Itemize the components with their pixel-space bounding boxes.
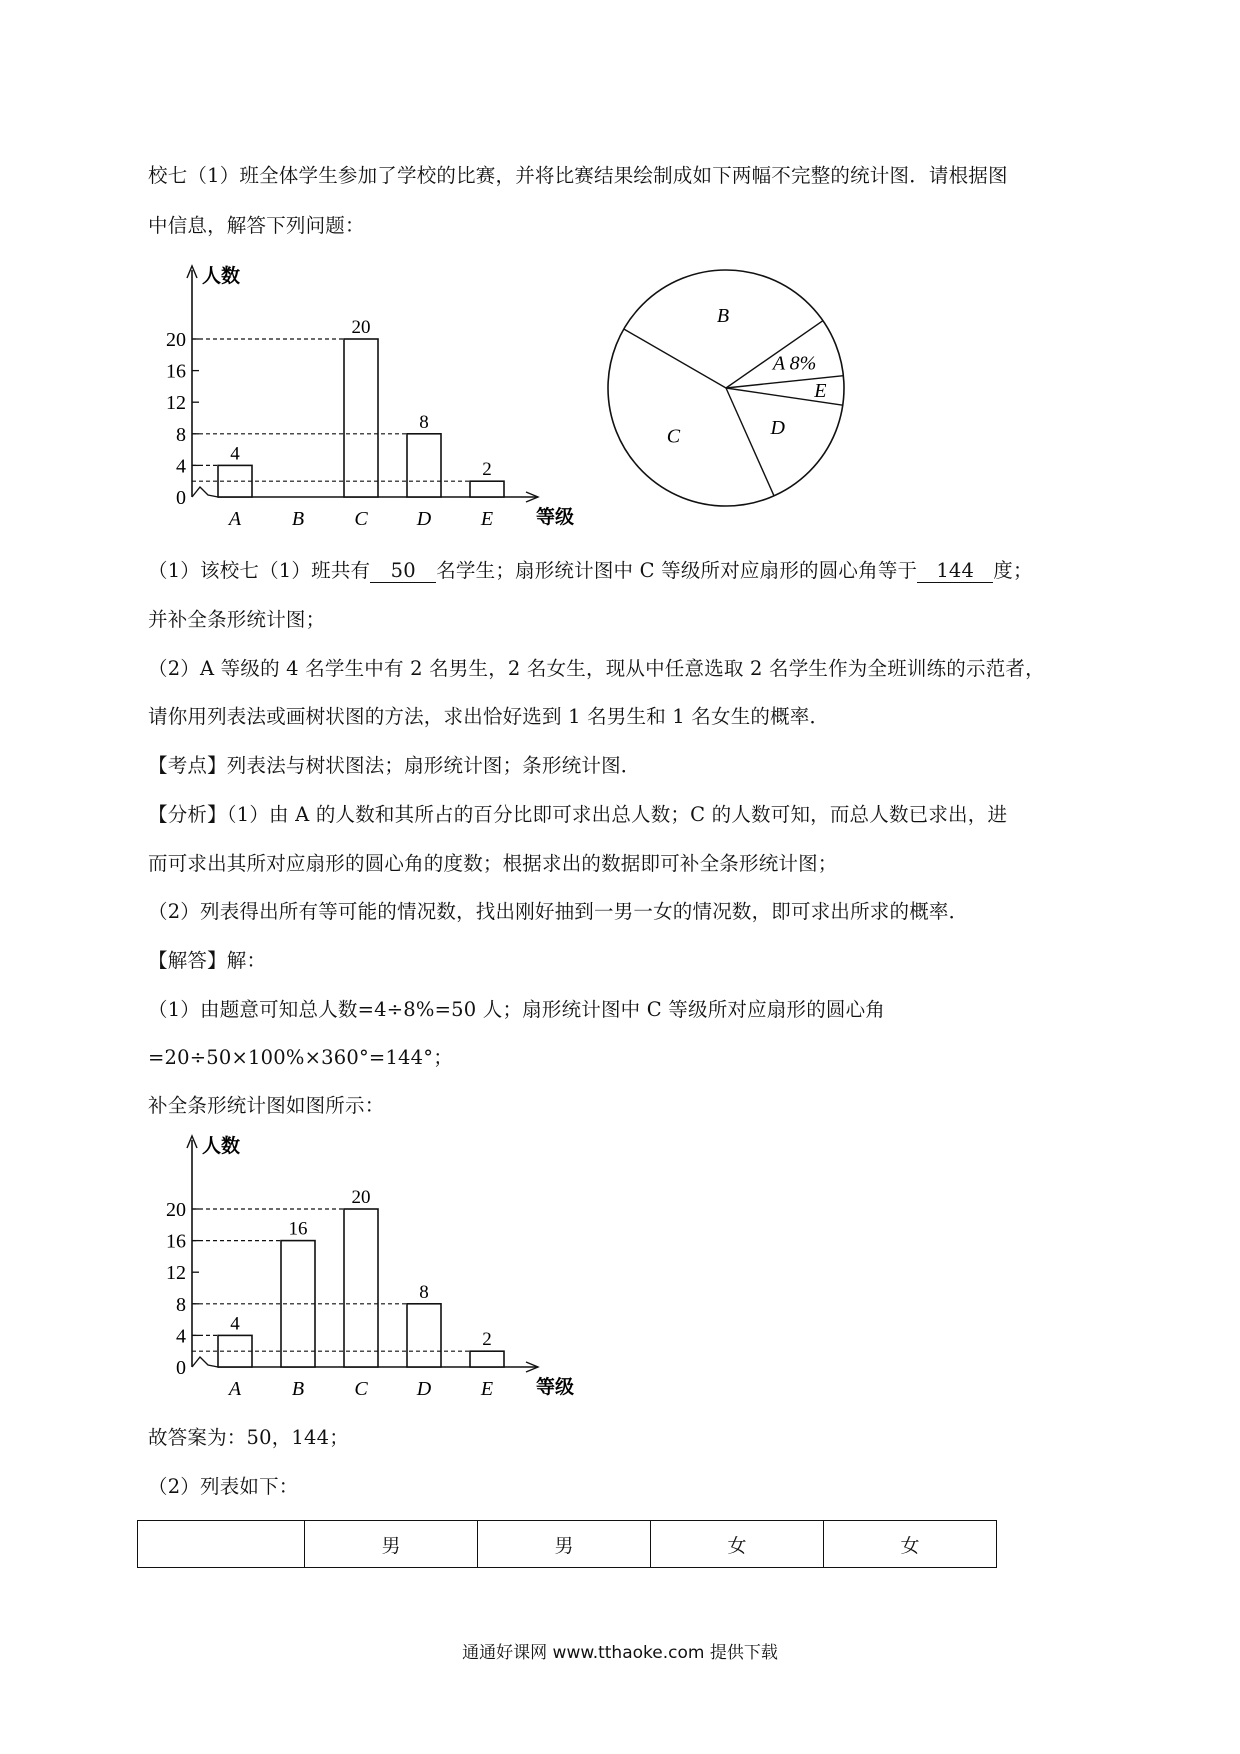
- jieda-line-1: （1）由题意可知总人数=4÷8%=50 人；扇形统计图中 C 等级所对应扇形的圆心角: [148, 998, 885, 1021]
- pie-slice-label: C: [666, 425, 681, 448]
- axis-break-icon: [192, 487, 218, 497]
- probability-table: [137, 1520, 997, 1568]
- pie-slice-label: A 8%: [772, 352, 817, 375]
- y-axis-title: 人数: [202, 266, 241, 287]
- question-2-line-1: （2）A 等级的 4 名学生中有 2 名男生，2 名女生，现从中任意选取 2 名学生作为全班训练的示范者，: [148, 657, 1045, 680]
- pie-slice-label: E: [814, 379, 827, 402]
- y-tick-label: 8: [176, 423, 186, 446]
- x-tick-label: D: [416, 1378, 432, 1400]
- data-label: 8: [419, 411, 429, 433]
- q1-text-post: 度；: [993, 559, 1033, 582]
- q1-answer-angle: 144: [917, 559, 993, 583]
- fenxi-line-3: （2）列表得出所有等可能的情况数，找出刚好抽到一男一女的情况数，即可求出所求的概率．: [148, 900, 969, 923]
- x-tick-label: A: [228, 508, 242, 530]
- data-label: 20: [351, 317, 371, 338]
- data-label: 4: [230, 443, 240, 465]
- y-tick-label: 0: [176, 1357, 186, 1379]
- answer-line: 故答案为：50，144；: [148, 1426, 349, 1449]
- footer-credit: 通通好课网 www.tthaoke.com 提供下载: [462, 1643, 778, 1663]
- table-cell: 男: [305, 1521, 478, 1568]
- bar-E: [470, 481, 504, 497]
- y-tick-label: 16: [166, 360, 186, 383]
- q2-table-heading: （2）列表如下：: [148, 1475, 299, 1498]
- y-tick-label: 8: [176, 1293, 186, 1316]
- fenxi-line-1: 【分析】（1）由 A 的人数和其所占的百分比即可求出总人数；C 的人数可知，而总人数已求出，进: [148, 803, 1008, 826]
- question-1-line-2: 并补全条形统计图；: [148, 608, 326, 631]
- bar-D: [407, 434, 441, 497]
- q1-text-pre: （1）该校七（1）班共有: [148, 559, 371, 582]
- bar-E: [470, 1351, 504, 1367]
- kaodian-section: 【考点】列表法与树状图法；扇形统计图；条形统计图．: [148, 754, 641, 777]
- jieda-heading: 【解答】解：: [148, 949, 267, 972]
- y-tick-label: 0: [176, 487, 186, 509]
- x-tick-label: E: [480, 1378, 494, 1400]
- table-row: [138, 1521, 997, 1568]
- jieda-line-3: 补全条形统计图如图所示：: [148, 1094, 385, 1117]
- data-label: 4: [230, 1313, 240, 1335]
- x-axis-title: 等级: [536, 1377, 575, 1398]
- q1-text-mid: 名学生；扇形统计图中 C 等级所对应扇形的圆心角等于: [436, 559, 918, 582]
- question-1-line-1: [148, 555, 1033, 583]
- problem-line-1: 校七（1）班全体学生参加了学校的比赛，并将比赛结果绘制成如下两幅不完整的统计图．请根据图: [148, 164, 1008, 187]
- bar-chart-completed: [140, 1130, 580, 1402]
- y-axis-title: 人数: [202, 1136, 241, 1157]
- table-cell: 女: [824, 1521, 997, 1568]
- bar-C: [344, 1209, 378, 1367]
- x-tick-label: E: [480, 508, 494, 530]
- table-cell: 男: [478, 1521, 651, 1568]
- x-tick-label: B: [291, 508, 305, 530]
- y-tick-label: 4: [176, 1325, 186, 1348]
- q1-answer-total: 50: [370, 559, 436, 583]
- bar-D: [407, 1304, 441, 1367]
- y-tick-label: 12: [166, 392, 186, 415]
- table-cell: 女: [651, 1521, 824, 1568]
- question-2-line-2: 请你用列表法或画树状图的方法，求出恰好选到 1 名男生和 1 名女生的概率．: [148, 705, 830, 728]
- table-cell: [138, 1521, 305, 1568]
- data-label: 8: [419, 1281, 429, 1303]
- bar-chart-incomplete: [140, 260, 580, 532]
- y-tick-label: 20: [166, 329, 186, 351]
- data-label: 16: [288, 1218, 308, 1240]
- x-tick-label: B: [291, 1378, 305, 1400]
- data-label: 20: [351, 1187, 371, 1208]
- data-label: 2: [482, 459, 492, 481]
- bar-C: [344, 339, 378, 497]
- axis-break-icon: [192, 1357, 218, 1367]
- y-tick-label: 12: [166, 1262, 186, 1285]
- pie-slice-label: D: [770, 417, 785, 440]
- data-label: 2: [482, 1329, 492, 1351]
- x-tick-label: A: [228, 1378, 242, 1400]
- x-tick-label: D: [416, 508, 432, 530]
- y-tick-label: 4: [176, 455, 186, 478]
- pie-chart: [596, 258, 856, 518]
- fenxi-line-2: 而可求出其所对应扇形的圆心角的度数；根据求出的数据即可补全条形统计图；: [148, 852, 838, 875]
- y-tick-label: 20: [166, 1199, 186, 1221]
- x-tick-label: C: [354, 1378, 368, 1400]
- pie-slice-label: B: [716, 304, 730, 327]
- problem-line-2: 中信息，解答下列问题：: [148, 214, 365, 237]
- y-tick-label: 16: [166, 1230, 186, 1253]
- x-tick-label: C: [354, 508, 368, 530]
- x-axis-title: 等级: [536, 507, 575, 528]
- jieda-line-2: =20÷50×100%×360°=144°；: [148, 1046, 453, 1069]
